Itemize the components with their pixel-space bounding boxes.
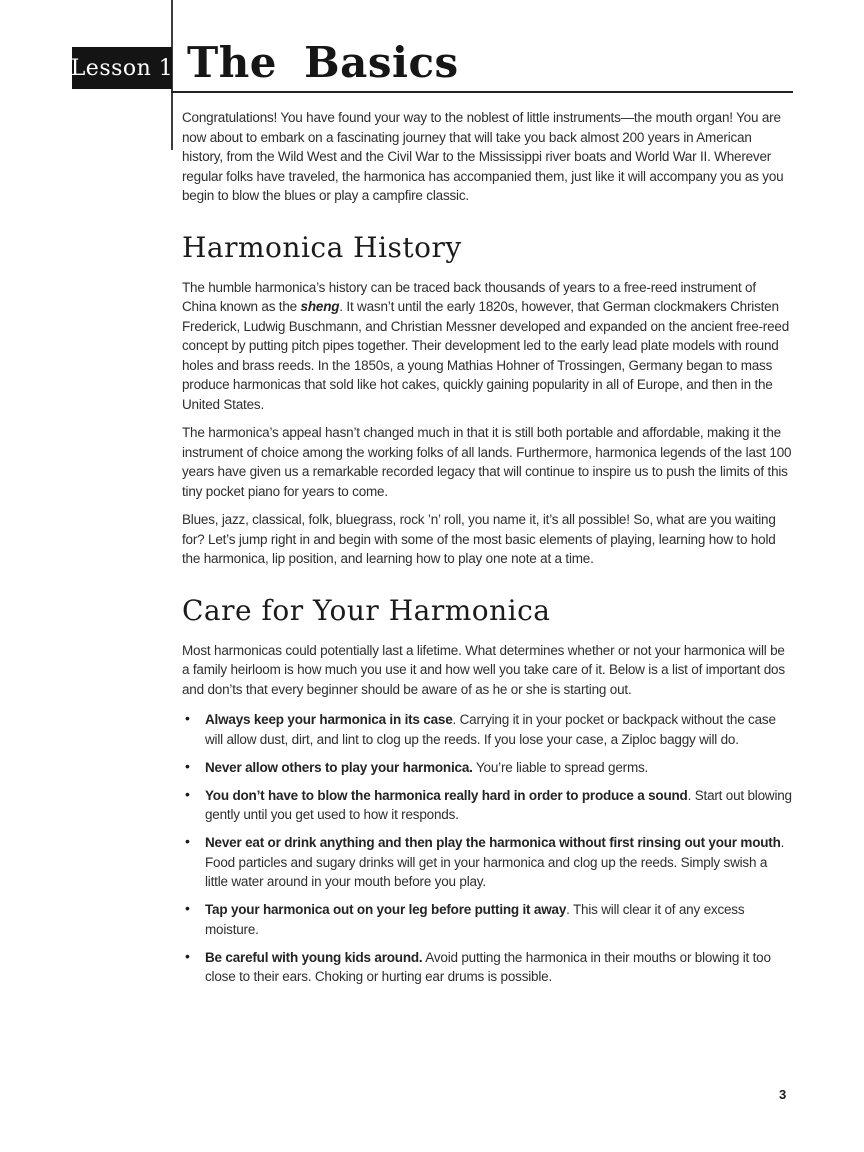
page-content xyxy=(182,108,793,995)
list-item xyxy=(182,900,793,939)
page-title: The Basics xyxy=(187,38,459,87)
list-item xyxy=(182,758,793,778)
history-paragraph-1-post: . It wasn’t until the early 1820s, however, that German clockmakers Christen Frederick, Ludwig Buschmann, and Christian Messner developed and expanded on the ancient free-reed concept by putting pitch pipes together. Their development led to the early lead plate models with round holes and brass reeds. In the 1850s, a young Mathias Hohner of Trossingen, Germany began to mass produce harmonicas that sold like hot cakes, quickly gaining popularity in all of Europe, and then in the United States. xyxy=(182,299,790,412)
header-underline xyxy=(171,91,793,93)
list-item xyxy=(182,833,793,892)
tip-body: . Carrying it in your pocket or backpack without the case will allow dust, dirt, and lint to clog up the reeds. If you lose your case, a Ziploc baggy will do. xyxy=(205,712,776,747)
bullet-icon: • xyxy=(185,785,190,802)
tip-lead: Be careful with young kids around. xyxy=(205,949,423,965)
tip-lead: Always keep your harmonica in its case xyxy=(205,712,453,727)
lesson-number-label: Lesson 1 xyxy=(70,55,174,81)
tip-lead: Never allow others to play your harmonica. xyxy=(205,759,473,775)
bullet-icon: • xyxy=(185,900,190,916)
care-tips-list xyxy=(182,710,793,987)
tip-lead: Never eat or drink anything and then play the harmonica without first rinsing out your mouth xyxy=(205,835,781,850)
history-paragraph-2: The harmonica’s appeal hasn’t changed much in that it is still both portable and affordable, making it the instrument of choice among the working folks of all lands. Furthermore, harmonica legends of the last 100 years have given us a remarkable recorded legacy that will continue to inspire us to push the limits of this tiny pocket piano for years to come. xyxy=(182,425,792,499)
history-paragraph-1 xyxy=(182,278,793,415)
list-item xyxy=(182,786,793,825)
history-paragraph-3: Blues, jazz, classical, folk, bluegrass, rock ’n’ roll, you name it, it’s all possible! So, what are you waiting for? Let’s jump right in and begin with some of the most basic elements of playing, learning how to hold the harmonica, lip position, and learning how to play one note at a time. xyxy=(182,512,776,566)
lesson-number-badge xyxy=(72,47,172,89)
tip-body: . Start out blowing gently until you get used to how it responds. xyxy=(205,787,792,822)
tip-body: You’re liable to spread germs. xyxy=(472,759,649,775)
list-item xyxy=(182,948,793,987)
tip-lead: Tap your harmonica out on your leg before putting it away xyxy=(205,902,567,917)
term-sheng: sheng xyxy=(300,299,340,314)
bullet-icon: • xyxy=(185,757,190,774)
intro-paragraph: Congratulations! You have found your way to the noblest of little instruments—the mouth organ! You are now about to embark on a fascinating journey that will take you back almost 200 years in American history, from the Wild West and the Civil War to the Mississippi river boats and World War II. Wherever regular folks have traveled, the harmonica has accompanied them, just like it will accompany you as you begin to blow the blues or play a campfire classic. xyxy=(182,110,784,203)
history-paragraph-1-pre: The humble harmonica’s history can be traced back thousands of years to a free-reed instrument of China known as the xyxy=(182,279,756,314)
page-number: 3 xyxy=(779,1087,787,1102)
section-heading-harmonica-history: Harmonica History xyxy=(182,230,462,264)
list-item xyxy=(182,710,793,749)
care-paragraph: Most harmonicas could potentially last a lifetime. What determines whether or not your harmonica will be a family heirloom is how much you use it and how well you take care of it. Below is a list of important dos and don’ts that every beginner should be aware of as he or she is starting out. xyxy=(182,642,785,697)
tip-body: . This will clear it of any excess moisture. xyxy=(205,902,745,937)
tip-body: . Food particles and sugary drinks will get in your harmonica and clog up the reeds. Simply swish a little water around in your mouth before you play. xyxy=(205,835,785,889)
tip-body: Avoid putting the harmonica in their mouths or blowing it too close to their ears. Choking or hurting ear drums is possible. xyxy=(205,949,771,984)
bullet-icon: • xyxy=(185,947,190,964)
bullet-icon: • xyxy=(185,710,190,726)
tip-lead: You don’t have to blow the harmonica really hard in order to produce a sound xyxy=(205,787,688,803)
bullet-icon: • xyxy=(185,833,190,849)
section-heading-care: Care for Your Harmonica xyxy=(182,593,551,627)
